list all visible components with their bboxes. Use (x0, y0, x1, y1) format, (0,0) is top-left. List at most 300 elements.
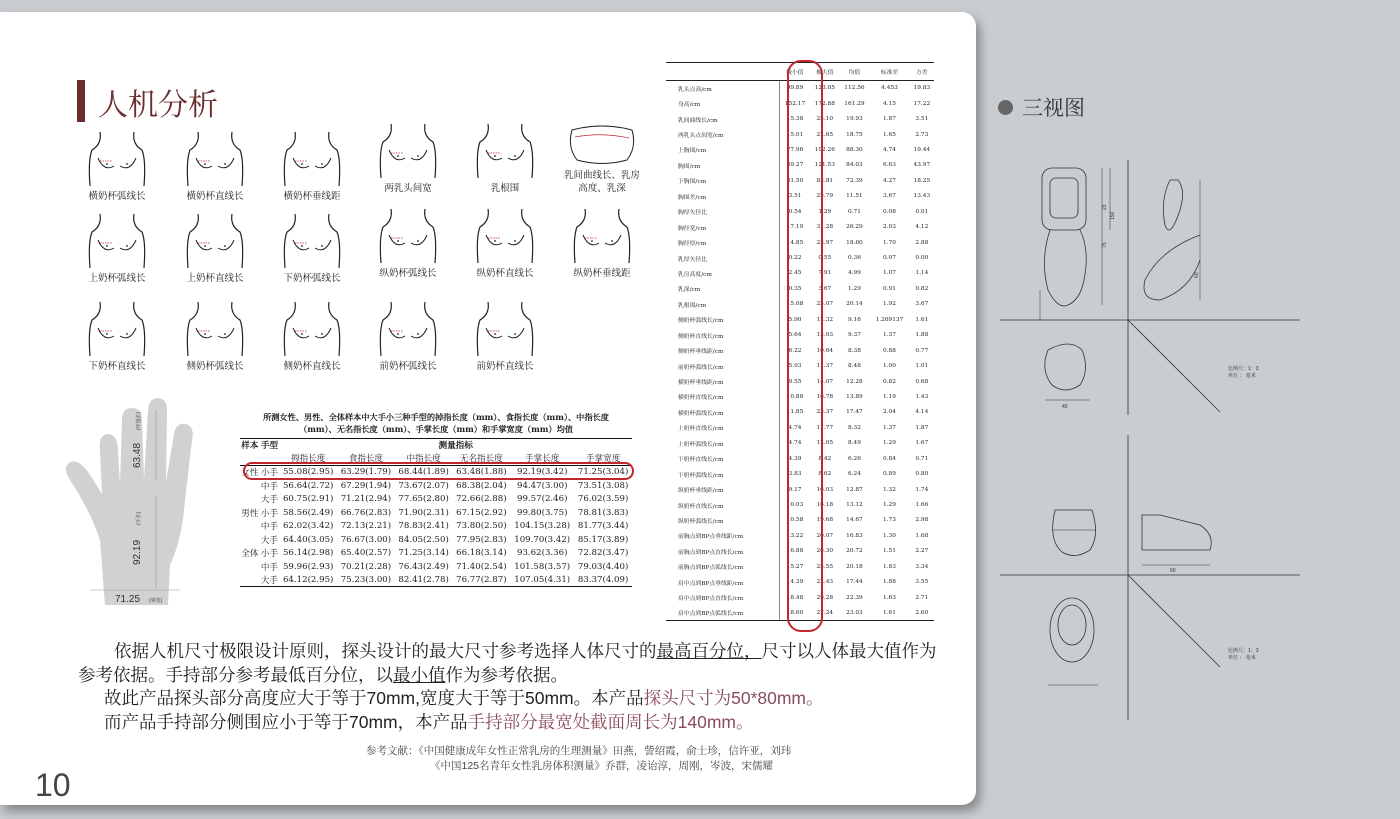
table-cell: 3.55 (915, 579, 929, 586)
table-cell: 0.82 (883, 378, 896, 385)
table-cell: 71.40(2.54) (456, 561, 507, 572)
table-cell: 0.01 (915, 208, 929, 215)
table-cell: 4.39 (780, 451, 810, 466)
table-cell: 1.88 (915, 332, 929, 339)
text-p2a: 故此产品探头部分高度应大于等于70mm,宽度大于等于50mm。本产品 (104, 688, 644, 708)
table-cell: 19.44 (913, 146, 931, 153)
figure-caption: 下奶杯弧线长 (283, 273, 341, 284)
table-cell: 99.89 (780, 81, 810, 96)
table-cell: 下奶杯弧线长/cm (678, 472, 724, 479)
table-cell: 0.71 (915, 455, 929, 462)
table-cell: 6.22 (780, 343, 810, 358)
table-cell: 75.23(3.00) (337, 573, 395, 587)
table-cell: 85.17(3.89) (577, 534, 629, 545)
table-cell: 胸围差/cm (678, 194, 707, 201)
title-accent-bar (77, 80, 85, 122)
table-cell: 82.41(2.78) (395, 573, 453, 587)
table-cell: 1.67 (915, 440, 929, 447)
table-cell: 4.99 (847, 270, 861, 277)
table-cell: 8.48 (847, 363, 861, 370)
table-cell: 17.47 (846, 409, 863, 416)
table-cell: 4.74 (780, 436, 810, 451)
table-cell: 1.61 (915, 316, 929, 323)
table-cell: 胸围/cm (678, 163, 701, 170)
table-cell: 78.83(2.41) (398, 521, 449, 532)
figure-caption: 前奶杯直线长 (476, 361, 534, 372)
table-cell: 66.76(2.83) (340, 507, 392, 518)
table-cell: 男性 (241, 508, 259, 519)
table-cell: 13.22 (780, 528, 810, 543)
table-cell: 0.08 (883, 208, 896, 215)
table-cell: 25.55 (816, 563, 834, 570)
table-cell: 17.22 (913, 100, 931, 107)
table-cell: 10.58 (780, 513, 810, 528)
table-cell: 0.36 (847, 255, 861, 262)
table-cell (240, 492, 260, 506)
table-cell: 63.29(1.79) (340, 467, 392, 478)
table-cell: 84.05(2.50) (398, 534, 449, 545)
table-cell: 0.22 (780, 250, 810, 265)
text-p1d: 最小值 (393, 664, 446, 685)
table-cell: 67.15(2.92) (456, 507, 507, 518)
table-cell: 58.56(2.49) (282, 507, 334, 518)
table-cell: 女性 (241, 468, 259, 479)
figure-caption: 侧奶杯弧线长 (186, 361, 244, 372)
col-sample: 样本 (240, 438, 260, 452)
table-cell: 84.03 (846, 162, 863, 169)
table-cell: 22.39 (846, 594, 863, 601)
table-cell: 身高/cm (678, 102, 701, 109)
breast-table-col: 极小值 (780, 63, 810, 81)
table-cell: 0.89 (883, 471, 896, 478)
table-cell: 1.37 (883, 332, 896, 339)
table-cell: 前胸点到BP点弧线长/cm (678, 565, 744, 572)
table-cell: 8.62 (818, 471, 832, 478)
table-cell: 172.88 (814, 100, 835, 107)
table-cell: 15.08 (780, 297, 810, 312)
figure-13 (77, 300, 157, 374)
table-cell: 前胸点到BP点直线长/cm (678, 549, 744, 556)
table-cell: 9.17 (780, 482, 810, 497)
table-cell: 侧奶杯垂线距/cm (678, 349, 724, 356)
hand-table-col: 手掌宽度 (574, 452, 632, 466)
table-cell: 15.27 (780, 559, 810, 574)
figure-caption: 前奶杯弧线长 (379, 361, 437, 372)
table-cell: 1.269137 (875, 316, 904, 323)
table-cell: 1.65 (883, 131, 896, 138)
table-cell: 68.44(1.89) (398, 467, 449, 478)
table-cell: 18.60 (780, 605, 810, 620)
table-cell: 67.29(1.94) (340, 480, 392, 491)
table-cell: 0.80 (915, 471, 929, 478)
table-cell: 3.51 (915, 116, 929, 123)
table-cell (240, 479, 260, 493)
table-cell: 2.98 (915, 517, 929, 524)
table-cell: 下奶杯直线长/cm (678, 457, 724, 464)
table-cell: 4.453 (881, 85, 898, 92)
figure-caption: 纵奶杯直线长 (476, 268, 534, 279)
table-cell: 0.88 (883, 347, 896, 354)
table-cell: 29.28 (816, 594, 834, 601)
table-cell: 83.81 (816, 177, 834, 184)
table-cell: 小手 (260, 468, 279, 479)
table-cell: 72.82(3.47) (577, 548, 629, 559)
table-cell: 4.74 (883, 146, 896, 153)
table-cell: 1.00 (883, 363, 896, 370)
dim-label-4: 60 (1194, 272, 1200, 278)
table-cell: 0.82 (915, 285, 929, 292)
analysis-text (78, 640, 948, 734)
figure-2 (175, 130, 255, 204)
table-cell: 0.07 (883, 255, 896, 262)
bullet-dot-icon (998, 100, 1013, 115)
table-cell: 横奶杯直线长/cm (678, 395, 724, 402)
table-row (240, 560, 632, 574)
table-cell: 0.54 (780, 204, 810, 219)
table-cell: 2.04 (883, 409, 896, 416)
table-cell: 4.14 (915, 409, 929, 416)
table-cell: 26.30 (816, 548, 834, 555)
table-cell: 23.03 (840, 605, 870, 620)
highlight-female-small-row (243, 462, 634, 480)
table-row (240, 533, 632, 547)
table-cell: 13.43 (913, 193, 931, 200)
table-cell: 8.38 (847, 347, 861, 354)
table-cell: 72.39 (846, 177, 863, 184)
table-cell: 0.77 (915, 347, 929, 354)
table-cell: 71.25(3.14) (398, 548, 449, 559)
table-cell (240, 560, 260, 574)
table-cell: 13.12 (846, 502, 863, 509)
hand-palm-value: 92.19 (132, 539, 143, 565)
reference-1: 参考文献：《中国健康成年女性正常乳房的生理测量》田燕，訾绍霞，俞士珍，信许亚，刘玮 (366, 745, 792, 757)
table-cell: 55.08(2.95) (282, 467, 334, 478)
table-cell: 76.02(3.59) (577, 494, 629, 505)
three-view-drawing (1000, 140, 1300, 720)
table-cell: 1.32 (883, 486, 896, 493)
table-cell: 16.88 (780, 544, 810, 559)
figure-17 (465, 300, 545, 374)
table-cell: 2.88 (915, 239, 929, 246)
table-cell: 1.83 (883, 563, 896, 570)
table-cell: 77.65(2.80) (398, 494, 449, 505)
text-p2b: 探头尺寸为50*80mm。 (643, 688, 824, 708)
table-cell: 9.16 (847, 316, 861, 323)
table-cell: 102.26 (814, 146, 835, 153)
table-cell: 侧奶杯弧线长/cm (678, 318, 724, 325)
table-cell: 2.27 (915, 548, 929, 555)
table-cell: 70.21(2.28) (340, 561, 392, 572)
table-cell: 3.67 (883, 193, 896, 200)
table-caption-1: 所测女性、男性、全体样本中大手小三种手型的掉指长度（mm）、食指长度（mm）、中指长度 (263, 412, 609, 422)
table-cell: 7.91 (818, 270, 832, 277)
figure-caption: 横奶杯垂线距 (283, 191, 341, 202)
table-cell: 中手 (260, 481, 279, 492)
dim-label-2: 75 (1102, 242, 1108, 248)
three-view-title: 三视图 (1022, 96, 1085, 120)
table-cell: 侧奶杯直线长/cm (678, 333, 724, 340)
unit-note-1: 单位 ： 毫米 (1228, 373, 1256, 379)
table-cell: 77.95(2.83) (456, 534, 507, 545)
table-cell: 99.80(3.75) (516, 507, 568, 518)
figure-caption: 上奶杯直线长 (186, 273, 244, 284)
table-cell: 16.83 (846, 532, 863, 539)
table-cell: 胸厚矢径比 (678, 210, 707, 217)
table-cell: 8.42 (818, 455, 832, 462)
table-cell: 19.68 (816, 517, 834, 524)
dim-label-3: 150 (1110, 211, 1116, 220)
table-cell: 乳深/cm (678, 287, 701, 294)
table-cell: 25.79 (816, 193, 834, 200)
table-cell: 胸径宽/cm (678, 225, 707, 232)
document-page (0, 12, 976, 805)
table-cell: 1.29 (847, 285, 861, 292)
table-cell: 横奶杯弧线长/cm (678, 410, 724, 417)
figure-5 (465, 122, 545, 196)
table-cell: 1.61 (869, 605, 909, 620)
table-cell: 5.93 (780, 358, 810, 373)
table-cell: 12.05 (816, 440, 834, 447)
table-cell: 0.68 (915, 378, 929, 385)
table-cell: 纵奶杯垂线距/cm (678, 488, 724, 495)
table-cell: 12.28 (846, 378, 863, 385)
table-cell: 上胸围/cm (678, 148, 707, 155)
table-cell (240, 533, 260, 547)
table-cell: 22.43 (816, 579, 834, 586)
table-cell: 1.01 (915, 363, 929, 370)
table-cell: 99.57(2.46) (516, 494, 568, 505)
three-view-heading (998, 92, 1085, 122)
table-cell: 161.29 (844, 100, 865, 107)
hand-table-col: 食指长度 (337, 452, 395, 466)
table-cell: 26.29 (846, 224, 863, 231)
table-cell: 2.03 (883, 224, 896, 231)
text-p3b: 手持部分最宽处截面周长为140mm。 (467, 711, 754, 732)
table-cell: 73.67(2.07) (398, 480, 449, 491)
table-row (240, 573, 632, 587)
figure-10 (368, 207, 448, 281)
table-cell: 72.66(2.88) (456, 494, 507, 505)
table-cell: 93.62(3.36) (516, 548, 568, 559)
table-cell: 纵奶杯直线长/cm (678, 503, 724, 510)
table-cell: 83.37(4.09) (574, 573, 632, 587)
table-cell: 17.19 (780, 219, 810, 234)
table-cell: 18.48 (780, 590, 810, 605)
table-cell: 1.29 (883, 440, 896, 447)
table-cell: 下胸围/cm (678, 179, 707, 186)
hand-table-col: 拇指长度 (279, 452, 337, 466)
table-cell: 60.75(2.91) (282, 494, 334, 505)
table-cell: 1.73 (883, 517, 896, 524)
table-cell: 59.96(2.93) (282, 561, 334, 572)
hand-width-tag: (掌宽) (149, 598, 163, 604)
figure-caption: 乳间曲线长、乳房高度、乳深 (563, 170, 640, 194)
breast-table-col: 均值 (840, 63, 870, 81)
table-cell: 4.12 (915, 224, 929, 231)
table-cell: 2.45 (780, 266, 810, 281)
table-cell: 小手 (260, 508, 279, 519)
breast-table-col: 极大值 (810, 63, 840, 81)
table-cell: 3.67 (915, 301, 929, 308)
figure-15 (272, 300, 352, 374)
table-cell: 乳根围/cm (678, 302, 707, 309)
table-cell: 1.63 (883, 594, 896, 601)
table-cell: 81.77(3.44) (577, 521, 629, 532)
table-cell: 14.39 (780, 575, 810, 590)
figure-caption: 纵奶杯弧线长 (379, 268, 437, 279)
table-cell: 19.83 (913, 85, 931, 92)
figure-11 (465, 207, 545, 281)
hand-width-value: 71.25 (115, 594, 141, 605)
table-cell: 76.77(2.87) (453, 573, 511, 587)
table-cell: 2.73 (915, 131, 929, 138)
unit-note-2: 单位 ： 毫米 (1228, 655, 1256, 661)
table-cell: 0.55 (818, 255, 832, 262)
table-cell: 20.14 (846, 301, 863, 308)
table-cell: 11.85 (780, 405, 810, 420)
hand-palm-tag: (手长) (136, 511, 142, 525)
table-cell: 10.64 (816, 347, 834, 354)
hand-length-value: 63.48 (132, 442, 143, 468)
table-cell: 1.43 (915, 393, 929, 400)
table-cell: 2.60 (910, 605, 934, 620)
table-cell: 纵奶杯弧线长/cm (678, 518, 724, 525)
table-cell: 4.74 (780, 420, 810, 435)
table-cell: 胸径厚/cm (678, 241, 707, 248)
text-p1a: 依据人机尺寸极限设计原则，探头设计的最大尺寸参考选择人体尺寸的 (114, 641, 657, 661)
table-cell: 16.03 (816, 486, 834, 493)
table-cell: 0.35 (780, 281, 810, 296)
table-cell: 5.90 (780, 312, 810, 327)
figure-caption: 侧奶杯直线长 (283, 361, 341, 372)
table-cell: 13.89 (846, 393, 863, 400)
table-cell: 上奶杯弧线长/cm (678, 441, 724, 448)
hand-table-col: 中指长度 (395, 452, 453, 466)
table-cell: 31.28 (816, 224, 834, 231)
table-cell: 1.29 (883, 502, 896, 509)
table-cell: 107.05(4.31) (510, 573, 574, 587)
table-cell: 68.38(2.04) (456, 480, 507, 491)
table-cell: 6.24 (847, 471, 861, 478)
table-cell: 全体 (241, 549, 259, 560)
table-cell: 8.49 (847, 440, 861, 447)
table-row (240, 479, 632, 493)
table-caption-2: （mm）、无名指长度（mm）、手掌长度（mm）和手掌宽度（mm）均值 (299, 423, 573, 434)
table-cell: 6.26 (847, 455, 861, 462)
table-cell: 1.14 (915, 270, 929, 277)
page-title: 人机分析 (98, 88, 218, 123)
table-cell: 3.51 (780, 189, 810, 204)
table-cell: 大手 (260, 573, 280, 587)
table-row (240, 546, 632, 560)
figure-caption: 乳根围 (490, 183, 520, 194)
text-p1c: 尺寸以人体最大值作为参考依据。手持部分参考最低百分位，以 (78, 641, 937, 685)
table-cell (240, 519, 260, 533)
table-cell: 64.12(2.95) (279, 573, 337, 587)
table-cell: 1.30 (883, 532, 896, 539)
table-cell: 1.88 (883, 579, 896, 586)
table-cell: 92.19(3.42) (516, 467, 568, 478)
figure-6 (562, 122, 642, 196)
table-cell: 乳间曲线长/cm (678, 117, 718, 124)
figure-caption: 横奶杯弧线长 (88, 191, 146, 202)
figure-16 (368, 300, 448, 374)
table-cell: 8.32 (847, 424, 861, 431)
table-cell: 22.65 (816, 131, 834, 138)
figure-caption: 下奶杯直线长 (88, 361, 146, 372)
figure-12 (562, 207, 642, 281)
figure-caption: 纵奶杯垂线距 (573, 268, 631, 279)
hand-size-table (240, 412, 632, 587)
figure-caption: 两乳头间宽 (384, 183, 432, 194)
table-cell: 11.51 (846, 193, 863, 200)
breast-table-col: 标准差 (869, 63, 909, 81)
table-cell: 1.51 (883, 548, 896, 555)
table-cell: 16.18 (816, 502, 834, 509)
table-cell: 101.58(3.57) (514, 561, 571, 572)
table-cell: 11.77 (816, 424, 834, 431)
table-cell: 6.63 (883, 162, 896, 169)
table-cell: 73.51(3.08) (577, 480, 629, 491)
hand-length-tag: (中指长) (136, 411, 142, 430)
table-cell: 77.96 (780, 142, 810, 157)
table-cell: 12.32 (816, 316, 834, 323)
hand-table-col: 无名指长度 (453, 452, 511, 466)
figure-9 (272, 212, 352, 286)
table-cell: 76.67(3.00) (340, 534, 392, 545)
reference-2: 《中国125名青年女性乳房体积测量》乔群，凌诒淳，周刚，岑波，宋儒耀 (430, 760, 774, 772)
table-cell: 94.47(3.00) (516, 480, 568, 491)
scale-note-2: 比例尺：1：3 (1228, 648, 1259, 654)
table-cell: 4.15 (883, 100, 896, 107)
table-cell: 66.18(3.14) (456, 548, 507, 559)
table-cell: 中手 (260, 522, 279, 533)
table-cell: 20.72 (846, 548, 863, 555)
table-cell: 乳头点高/cm (678, 86, 712, 93)
text-p1e: 作为参考依据。 (445, 664, 568, 685)
table-cell: 25.07 (816, 301, 834, 308)
table-cell: 4.27 (883, 177, 896, 184)
table-cell: 61.50 (780, 173, 810, 188)
table-cell: 2.71 (915, 594, 929, 601)
table-cell: 78.81(3.83) (577, 507, 629, 518)
table-cell: 71.21(2.94) (340, 494, 392, 505)
table-cell: 63.48(1.88) (456, 467, 507, 478)
text-p3a: 而产品手持部分侧围应小于等于70mm，本产品 (104, 711, 468, 732)
table-cell: 15.38 (780, 111, 810, 126)
table-cell: 9.37 (847, 332, 861, 339)
table-cell: 乳房高度/cm (678, 271, 712, 278)
table-cell (240, 573, 260, 587)
table-cell: 17.44 (846, 579, 863, 586)
table-cell: 大手 (260, 495, 279, 506)
table-cell: 0.84 (883, 455, 896, 462)
table-cell: 23.97 (816, 239, 834, 246)
table-cell: 3.83 (780, 466, 810, 481)
table-cell: 1.68 (915, 532, 929, 539)
figure-caption: 上奶杯弧线长 (88, 273, 146, 284)
table-cell: 1.70 (883, 239, 896, 246)
table-cell: 73.80(2.50) (456, 521, 507, 532)
references (366, 744, 791, 774)
table-cell: 10.88 (780, 389, 810, 404)
table-cell: 18.60 (846, 239, 863, 246)
table-cell: 3.67 (818, 285, 832, 292)
col-type: 手型 (260, 438, 280, 452)
table-cell: 76.43(2.49) (398, 561, 449, 572)
figure-3 (272, 130, 352, 204)
scale-note-1: 比例尺：1：3 (1228, 366, 1259, 372)
